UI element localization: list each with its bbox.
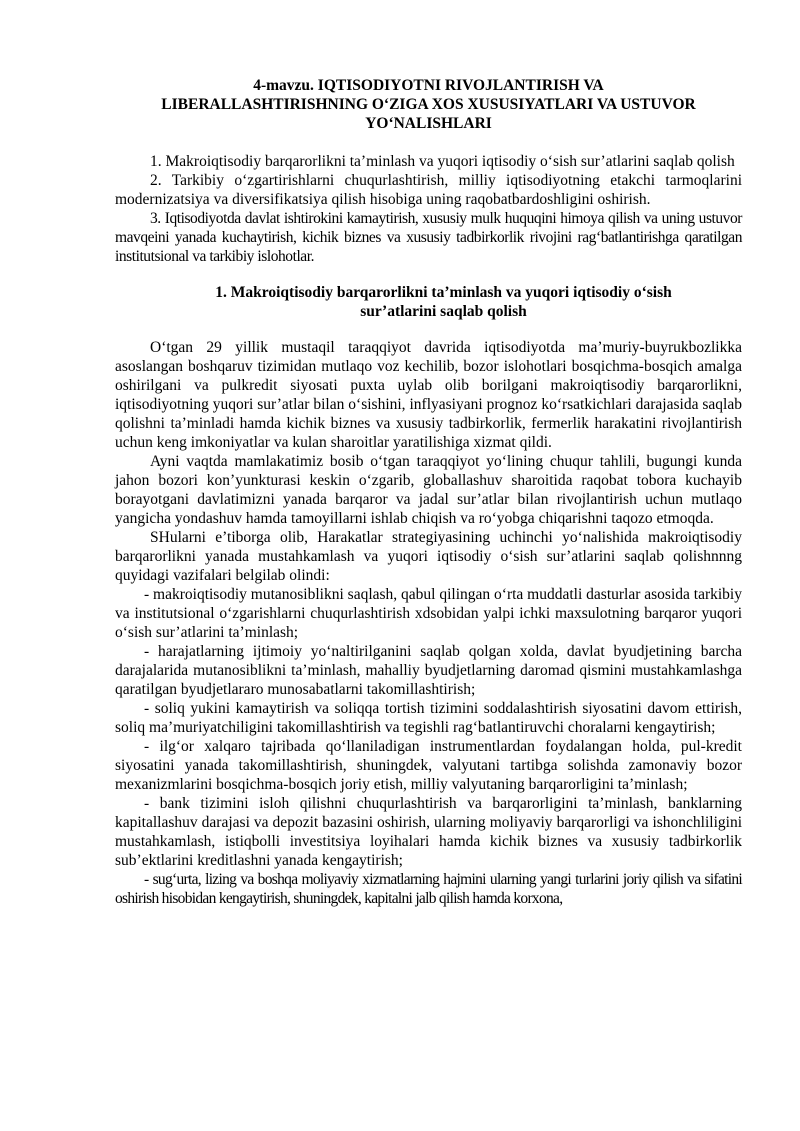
task-list-item: - makroiqtisodiy mutanosiblikni saqlash, qabul qilingan o‘rta muddatli dasturlar asosida tarkibiy va institutsional o‘zgarishlarni chuqurlashtirish xdsobidan yalpi ichki maxsulotning barqaror yuqori o‘sish sur’atlarini ta’minlash;	[115, 586, 742, 641]
document-page	[115, 76, 742, 908]
title-line: 4-mavzu. IQTISODIYOTNI RIVOJLANTIRISH VA	[253, 77, 604, 94]
task-list-item: - soliq yukini kamaytirish va soliqqa tortish tizimini soddalashtirish siyosatini davom ettirish, soliq ma’muriyatchiligini takomillashtirish va tegishli rag‘batlantiruvchi choralarni kengaytirish;	[115, 700, 742, 736]
task-list-item: - harajatlarning ijtimoiy yo‘naltirilganini saqlab qolgan xolda, davlat byudjetining barcha darajalarida mutanosiblikni ta’minlash, mahalliy byudjetlarning daromad qismini mustahkamlashga qaratilgan byudjetlararo munosabatlarni takomillashtirish;	[115, 643, 742, 698]
section-heading-line: sur’atlarini saqlab qolish	[360, 303, 527, 320]
task-list-item: - bank tizimini isloh qilishni chuqurlashtirish va barqarorligini ta’minlash, banklarning kapitallashuv darajasi va depozit bazasini oshirish, ularning moliyaviy barqarorligi va ishonchliligini mustahkamlash, istiqbolli investitsiya loyihalari hamda kichik biznes va xususiy tadbirkorlik sub’ektlarini kreditlashni yanada kengaytirish;	[115, 795, 742, 869]
outline-item: 1. Makroiqtisodiy barqarorlikni ta’minlash va yuqori iqtisodiy o‘sish sur’atlarini saqlab qolish	[150, 153, 735, 170]
page-title	[115, 76, 742, 133]
section-heading	[115, 283, 742, 321]
task-list-item: - ilg‘or xalqaro tajribada qo‘llaniladigan instrumentlardan foydalangan holda, pul-kredit siyosatini yanada takomillashtirish, shuningdek, valyutani tartibga solishda zamonaviy bozor mexanizmlarini bosqichma-bosqich joriy etish, milliy valyutaning barqarorligini ta’minlash;	[115, 738, 742, 793]
title-line: LIBERALLASHTIRISHNING O‘ZIGA XOS XUSUSIYATLARI VA USTUVOR	[161, 96, 696, 113]
section-heading-line: 1. Makroiqtisodiy barqarorlikni ta’minlash va yuqori iqtisodiy o‘sish	[215, 284, 672, 301]
body-paragraph: Ayni vaqtda mamlakatimiz bosib o‘tgan taraqqiyot yo‘lining chuqur tahlili, bugungi kunda jahon bozori kon’yunkturasi keskin o‘zgarib, globallashuv sharoitida raqobat tobora kuchayib borayotgani davlatimizni yanada barqaror va jadal sur’atlar bilan rivojlantirish uchun mutlaqo yangicha yondashuv hamda tamoyillarni ishlab chiqish va ro‘yobga chiqarishni taqozo etmoqda.	[115, 453, 742, 527]
title-line: YO‘NALISHLARI	[365, 115, 492, 132]
body-paragraph: SHularni e’tiborga olib, Harakatlar strategiyasining uchinchi yo‘nalishida makroiqtisodiy barqarorlikni yanada mustahkamlash va yuqori iqtisodiy o‘sish sur’atlarini saqlab qolishnnng quyidagi vazifalari belgilab olindi:	[115, 529, 742, 584]
section-body	[115, 338, 742, 908]
body-paragraph: O‘tgan 29 yillik mustaqil taraqqiyot davrida iqtisodiyotda ma’muriy-buyrukbozlikka asoslangan boshqaruv tizimidan mutlaqo voz kechilib, bozor islohotlari bosqichma-bosqich amalga oshirilgani va pulkredit siyosati puxta uylab olib borilgani makroiqtisodiy barqarorlikni, iqtisodiyotning yuqori sur’atlar bilan o‘sishini, inflyasiyani prognoz ko‘rsatkichlari darajasida saqlab qolishni ta’minladi hamda kichik biznes va xususiy tadbirkorlik, fermerlik harakatini rivojlantirish uchun keng imkoniyatlar va kulan sharoitlar yaratilishiga xizmat qildi.	[115, 339, 742, 451]
topic-outline	[115, 152, 742, 266]
task-list-item: - sug‘urta, lizing va boshqa moliyaviy xizmatlarning hajmini ularning yangi turlarini joriy qilish va sifatini oshirish hisobidan kengaytirish, shuningdek, kapitalni jalb qilish hamda korxona,	[115, 871, 742, 907]
outline-item: 3. Iqtisodiyotda davlat ishtirokini kamaytirish, xususiy mulk huquqini himoya qilish va uning ustuvor mavqeini yanada kuchaytirish, kichik biznes va xususiy tadbirkorlik rivojini rag‘batlantirishga qaratilgan institutsional va tarkibiy islohotlar.	[115, 210, 742, 265]
outline-item: 2. Tarkibiy o‘zgartirishlarni chuqurlashtirish, milliy iqtisodiyotning etakchi tarmoqlarini modernizatsiya va diversifikatsiya qilish hisobiga uning raqobatbardoshligini oshirish.	[115, 172, 742, 208]
